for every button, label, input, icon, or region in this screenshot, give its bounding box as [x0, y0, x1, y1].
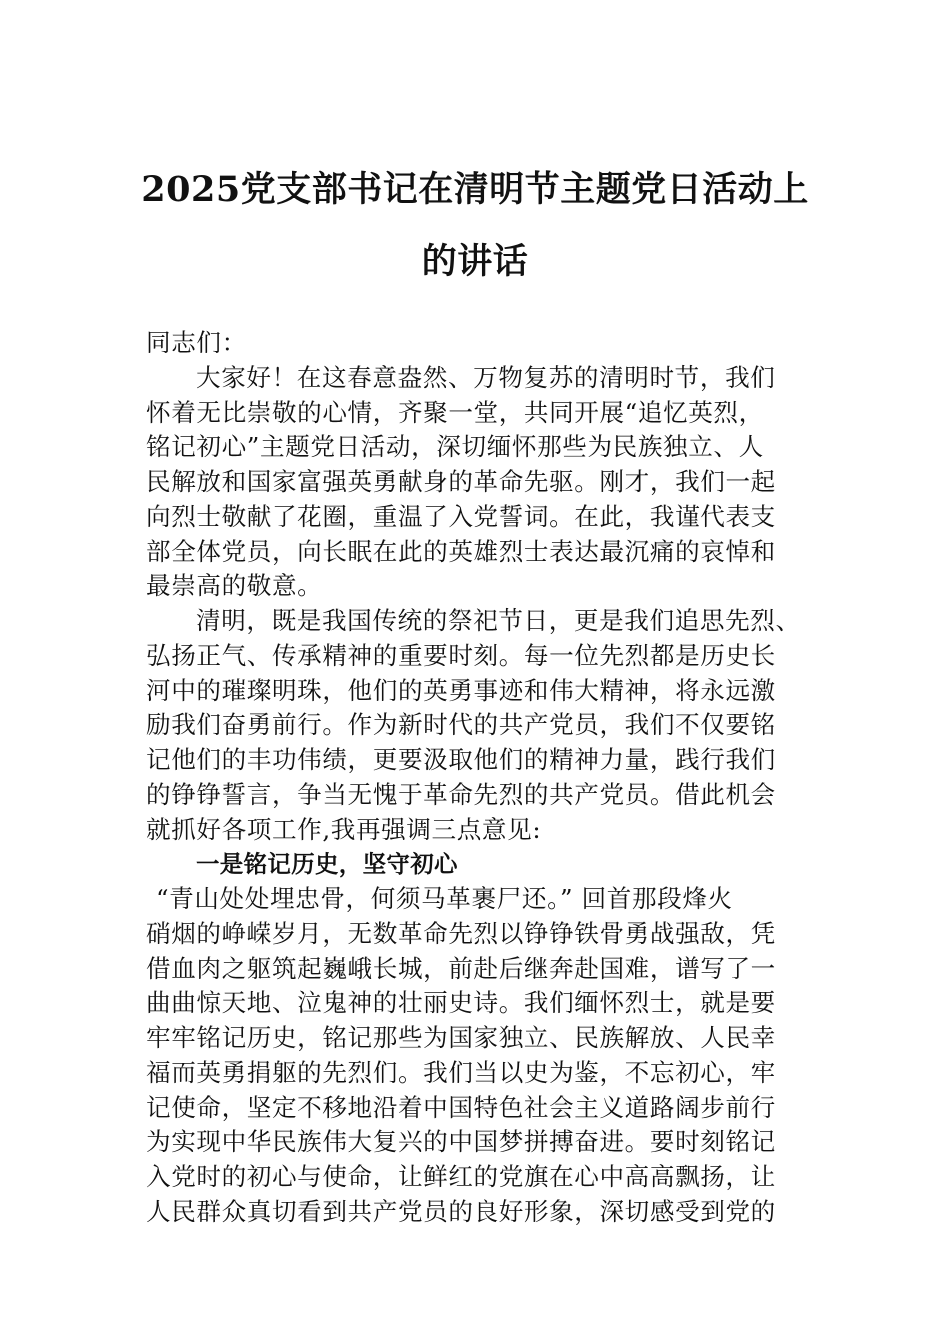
paragraph-2-line-5: 记他们的丰功伟绩，更要汲取他们的精神力量，践行我们 [146, 745, 776, 774]
paragraph-2-line-6: 的铮铮誓言，争当无愧于革命先烈的共产党员。借此机会 [146, 779, 776, 809]
paragraph-3-line-8: 为实现中华民族伟大复兴的中国梦拼搏奋进。要时刻铭记 [146, 1127, 776, 1157]
section-heading-1: 一是铭记历史，坚守初心 [196, 850, 458, 879]
paragraph-2-line-2: 弘扬正气、传承精神的重要时刻。每一位先烈都是历史长 [146, 640, 776, 670]
paragraph-1-line-3: 铭记初心”主题党日活动，深切缅怀那些为民族独立、人 [146, 432, 764, 462]
paragraph-1-line-2: 怀着无比崇敬的心情，齐聚一堂，共同开展“追忆英烈， [146, 397, 764, 427]
paragraph-1-line-4: 民解放和国家富强英勇献身的革命先驱。刚才，我们一起 [146, 467, 776, 496]
paragraph-2-line-3: 河中的璀璨明珠，他们的英勇事迹和伟大精神，将永远激 [146, 675, 776, 705]
paragraph-2-line-7: 就抓好各项工作,我再强调三点意见: [146, 814, 542, 844]
paragraph-3-line-2: 硝烟的峥嵘岁月，无数革命先烈以铮铮铁骨勇战强敌，凭 [146, 918, 776, 948]
salutation: 同志们： [146, 328, 247, 357]
paragraph-3-line-1: “青山处处埋忠骨，何须马革裹尸还。” 回首那段烽火 [156, 884, 733, 913]
paragraph-3-line-5: 牢牢铭记历史，铭记那些为国家独立、民族解放、人民幸 [146, 1023, 776, 1052]
paragraph-3-line-3: 借血肉之躯筑起巍峨长城，前赴后继奔赴国难，谱写了一 [146, 953, 776, 983]
paragraph-1-line-6: 部全体党员，向长眠在此的英雄烈士表达最沉痛的哀悼和 [146, 536, 776, 566]
document-title-line-2: 的讲话 [421, 241, 529, 282]
paragraph-1-line-7: 最崇高的敬意。 [146, 571, 323, 601]
paragraph-1-line-5: 向烈士敬献了花圈，重温了入党誓词。在此，我谨代表支 [146, 501, 776, 531]
paragraph-2-line-1: 清明，既是我国传统的祭祀节日，更是我们追思先烈、 [196, 606, 801, 635]
document-title-line-1: 2025党支部书记在清明节主题党日活动上 [141, 169, 809, 210]
paragraph-2-line-4: 励我们奋勇前行。作为新时代的共产党员，我们不仅要铭 [146, 710, 776, 740]
paragraph-3-line-6: 福而英勇捐躯的先烈们。我们当以史为鉴，不忘初心，牢 [146, 1057, 776, 1087]
paragraph-1-line-1: 大家好！在这春意盎然、万物复苏的清明时节，我们 [196, 362, 776, 392]
paragraph-3-line-7: 记使命，坚定不移地沿着中国特色社会主义道路阔步前行 [146, 1092, 776, 1122]
paragraph-3-line-4: 曲曲惊天地、泣鬼神的壮丽史诗。我们缅怀烈士，就是要 [146, 988, 776, 1018]
paragraph-3-line-10: 人民群众真切看到共产党员的良好形象，深切感受到党的 [146, 1196, 776, 1226]
document-body [146, 326, 811, 1230]
paragraph-3-line-9: 入党时的初心与使命，让鲜红的党旗在心中高高飘扬，让 [146, 1162, 776, 1191]
